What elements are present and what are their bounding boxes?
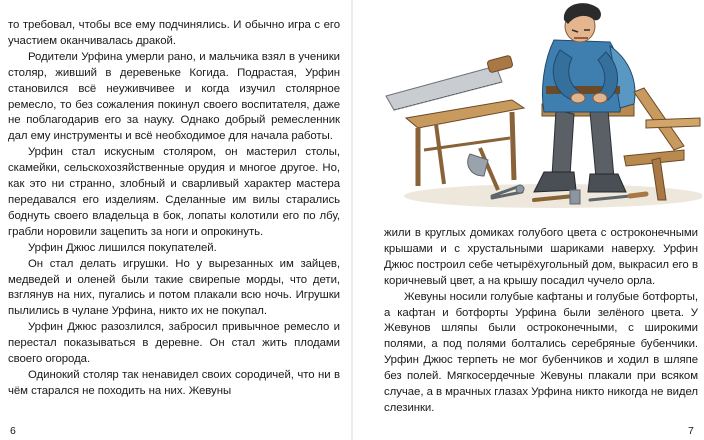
page-number-right: 7 bbox=[688, 425, 694, 437]
carpenter-figure bbox=[534, 3, 635, 192]
wood-planks bbox=[624, 88, 700, 200]
paragraph: Родители Урфина умерли рано, и мальчика взял в ученики столяр, живший в деревеньке Когида. Подрастая, Урфин становился всё неуживчивее и когда изучил столярное ремесло, то без сожаления покинул своего воспитателя, даже не поблагодарив его за науку. Однако добрый ремесленник дал ему инструменты и всё необходимое для начала работы. bbox=[8, 50, 340, 143]
paragraph: жили в круглых домиках голубого цвета с остроконечными крышами и с хрустальными шариками наверху. Урфин Джюс построил себе четырёхугольный дом, выкрасил его в коричневый цвет, а на крышу посадил чучело орла. bbox=[384, 227, 698, 287]
right-text-column bbox=[384, 226, 698, 417]
left-text-column bbox=[8, 18, 340, 400]
paragraph: Урфин Джюс лишился покупателей. bbox=[28, 241, 217, 254]
workbench bbox=[406, 100, 524, 186]
paragraph: Одинокий столяр так ненавидел своих сородичей, что ни в чём старался не походить на них. Жевуны bbox=[8, 368, 340, 397]
axe-icon bbox=[468, 148, 498, 190]
page-number-left: 6 bbox=[10, 425, 16, 437]
paragraph: то требовал, чтобы все ему подчинялись. И обычно игра с его участием оканчивалась дракой. bbox=[8, 19, 340, 47]
right-page bbox=[352, 0, 704, 440]
paragraph: Он стал делать игрушки. Но у вырезанных им зайцев, медведей и оленей были такие свирепые морды, что дети, взглянув на них, пугались и потом плакали всю ночь. Игрушки пылились в чулане Урфина, никто их не покупал. bbox=[8, 257, 340, 318]
paragraph: Урфин Джюс разозлился, забросил привычное ремесло и перестал показываться в деревне. Он стал жить плодами своего огорода. bbox=[8, 321, 340, 366]
saw-icon bbox=[386, 55, 513, 110]
carpenter-illustration bbox=[384, 0, 702, 212]
paragraph: Жевуны носили голубые кафтаны и голубые ботфорты, а кафтан и ботфорты Урфина были зелёного цвета. У Жевунов шляпы были остроконечными, с широкими полями, а под полями болтались серебряные бубенчики. Урфин Джюс терпеть не мог бубенчиков и ходил в шляпе без полей. Мягкосердечные Жевуны плакали при всяком случае, а в мрачных глазах Урфина никто никогда не видел слезинки. bbox=[384, 290, 698, 414]
paragraph: Урфин стал искусным столяром, он мастерил столы, скамейки, сельскохозяйственные орудия и многое другое. Но, как это ни странно, злобный и сварливый характер мастера передавался его изделиям. Сделанные им вилы старались боднуть своего владельца в бок, лопаты колотили его по лбу, грабли норовили зацепить за ноги и опрокинуть. bbox=[8, 146, 340, 238]
